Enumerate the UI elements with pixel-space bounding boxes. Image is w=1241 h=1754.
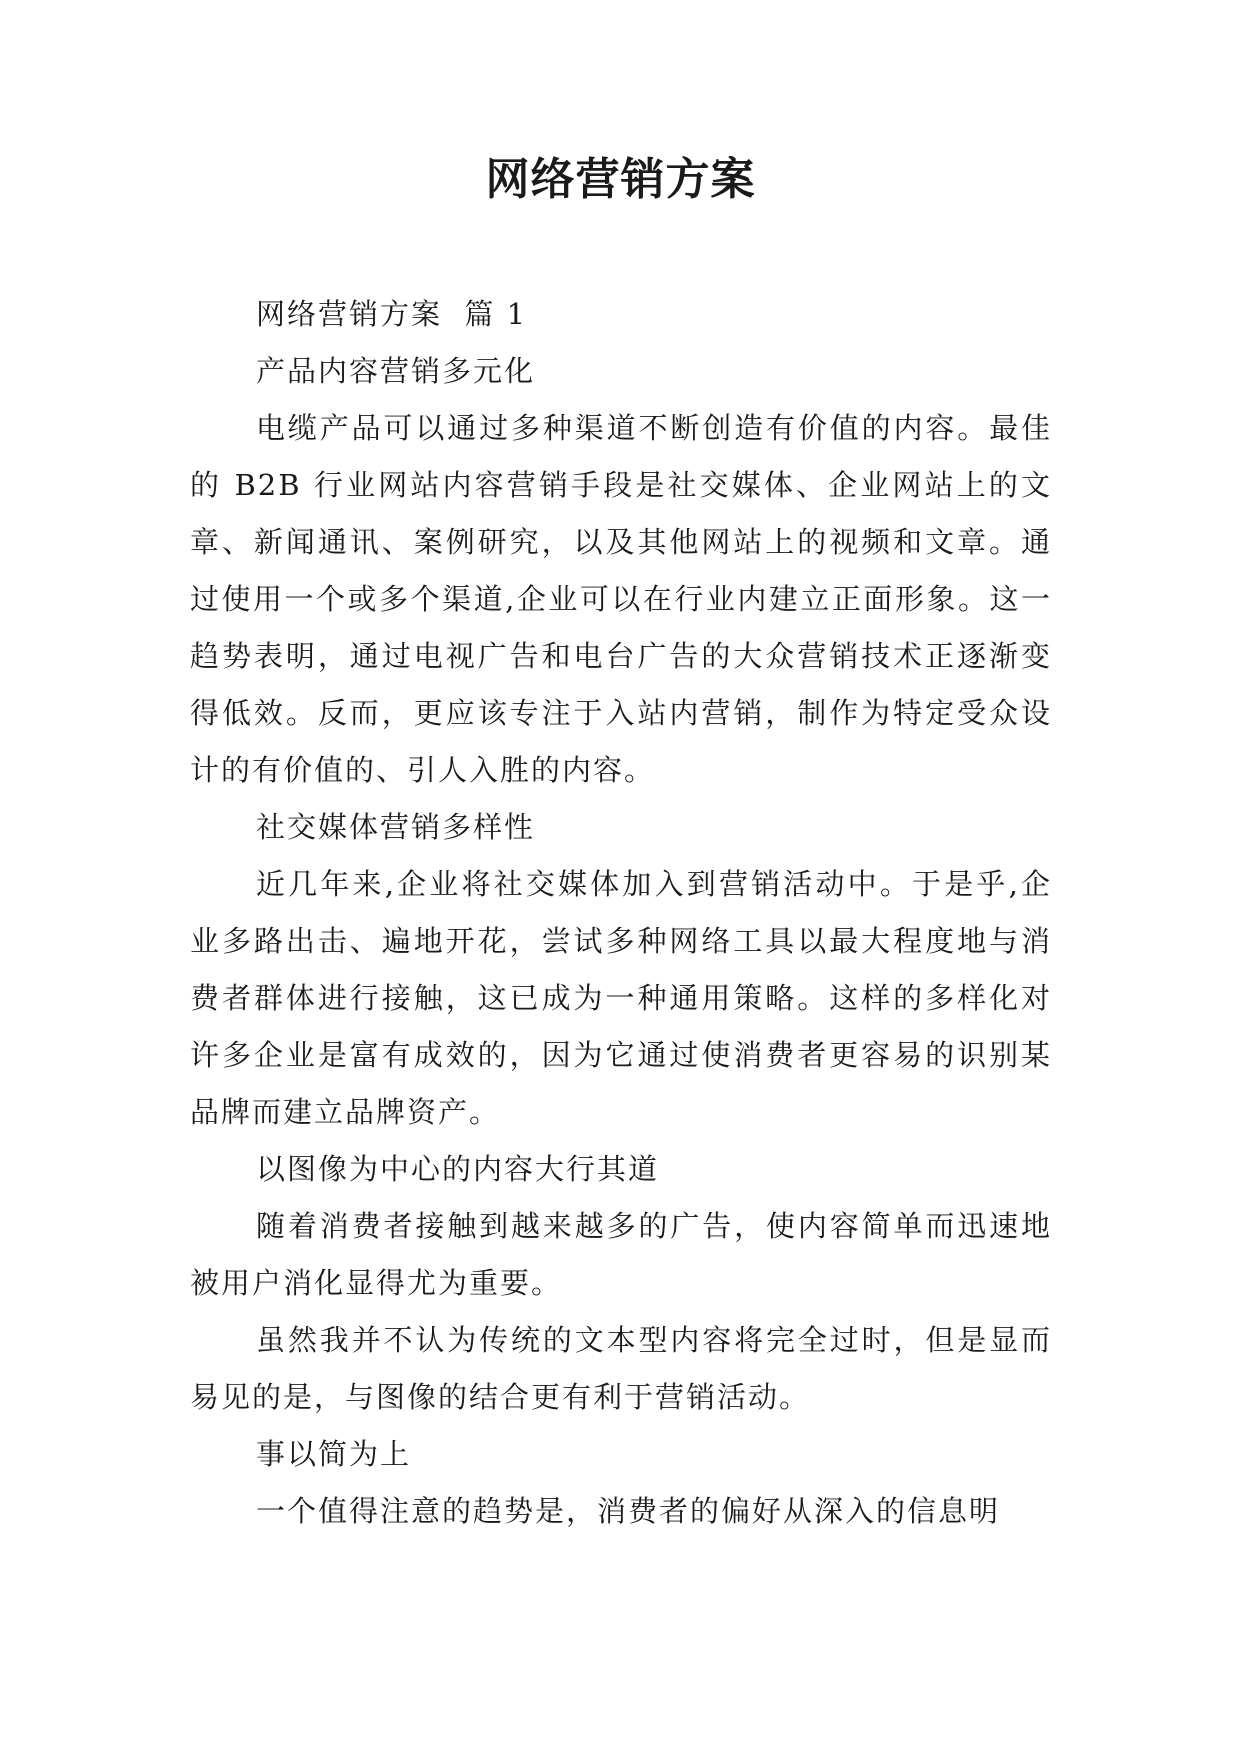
document-body: [190, 286, 1052, 1540]
document-title: 网络营销方案: [485, 154, 756, 205]
paragraph: 一个值得注意的趋势是，消费者的偏好从深入的信息明: [256, 1494, 1001, 1528]
paragraph: 虽然我并不认为传统的文本型内容将完全过时，但是显而易见的是，与图像的结合更有利于营销活动。: [190, 1323, 1052, 1414]
subheading: 社交媒体营销多样性: [256, 810, 536, 844]
subheading: 事以简为上: [256, 1437, 412, 1471]
subheading: 产品内容营销多元化: [256, 354, 536, 388]
section-heading: 网络营销方案 篇 1: [256, 297, 528, 331]
paragraph: 随着消费者接触到越来越多的广告，使内容简单而迅速地被用户消化显得尤为重要。: [190, 1209, 1052, 1300]
paragraph: 近几年来,企业将社交媒体加入到营销活动中。于是乎,企业多路出击、遍地开花，尝试多种网络工具以最大程度地与消费者群体进行接触，这已成为一种通用策略。这样的多样化对许多企业是富有成效的，因为它通过使消费者更容易的识别某品牌而建立品牌资产。: [190, 867, 1052, 1129]
subheading: 以图像为中心的内容大行其道: [256, 1152, 660, 1186]
paragraph: 电缆产品可以通过多种渠道不断创造有价值的内容。最佳的 B2B 行业网站内容营销手段是社交媒体、企业网站上的文章、新闻通讯、案例研究，以及其他网站上的视频和文章。通过使用一个或多个渠道,企业可以在行业内建立正面形象。这一趋势表明，通过电视广告和电台广告的大众营销技术正逐渐变得低效。反而，更应该专注于入站内营销，制作为特定受众设计的有价值的、引人入胜的内容。: [190, 411, 1052, 787]
